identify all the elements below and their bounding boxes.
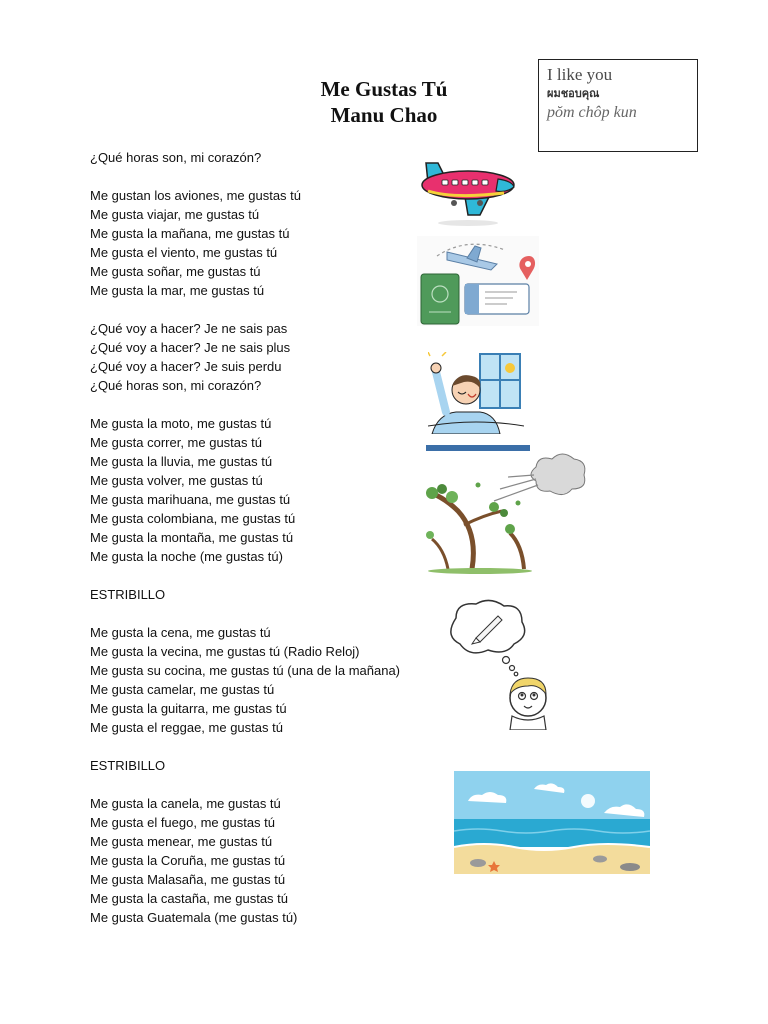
- lyric-line: Me gusta la castaña, me gustas tú: [90, 891, 288, 906]
- note-transliteration: pŏm chôp kun: [547, 104, 637, 121]
- note-english: I like you: [547, 65, 613, 84]
- lyric-line: Me gusta la mar, me gustas tú: [90, 283, 265, 298]
- chorus-marker: ESTRIBILLO: [90, 587, 166, 602]
- lyric-line: Me gusta correr, me gustas tú: [90, 435, 262, 450]
- lyric-line: Me gusta la lluvia, me gustas tú: [90, 454, 273, 469]
- lyric-line: Me gusta la canela, me gustas tú: [90, 796, 281, 811]
- lyric-line: Me gusta soñar, me gustas tú: [90, 264, 261, 279]
- lyrics-body: [90, 148, 430, 927]
- beach-icon: [454, 771, 650, 874]
- lyric-line: Me gusta la guitarra, me gustas tú: [90, 701, 287, 716]
- lyric-line: Me gusta Malasaña, me gustas tú: [90, 872, 286, 887]
- lyric-line: Me gusta la cena, me gustas tú: [90, 625, 271, 640]
- lyric-line: Me gustan los aviones, me gustas tú: [90, 188, 302, 203]
- song-title: Me Gustas Tú: [320, 77, 448, 101]
- lyric-line: Me gusta viajar, me gustas tú: [90, 207, 260, 222]
- chorus-marker: ESTRIBILLO: [90, 758, 166, 773]
- lyric-line: ¿Qué voy a hacer? Je ne sais pas: [90, 321, 288, 336]
- lyric-line: Me gusta la vecina, me gustas tú (Radio Reloj): [90, 644, 360, 659]
- lyric-line: Me gusta la montaña, me gustas tú: [90, 530, 294, 545]
- lyric-line: Me gusta la Coruña, me gustas tú: [90, 853, 286, 868]
- lyric-line: ¿Qué horas son, mi corazón?: [90, 378, 262, 393]
- lyric-line: ¿Qué horas son, mi corazón?: [90, 150, 262, 165]
- dreaming-person-icon: [442, 598, 554, 730]
- lyric-line: ¿Qué voy a hacer? Je ne sais plus: [90, 340, 291, 355]
- lyric-line: Me gusta el fuego, me gustas tú: [90, 815, 275, 830]
- morning-window-icon: [428, 352, 524, 434]
- lyric-line: Me gusta Guatemala (me gustas tú): [90, 910, 298, 925]
- lyric-line: Me gusta el reggae, me gustas tú: [90, 720, 283, 735]
- travel-icon: [417, 236, 539, 326]
- note-thai: ผมชอบคุณ: [547, 88, 600, 100]
- lyric-line: Me gusta la moto, me gustas tú: [90, 416, 272, 431]
- lyric-line: Me gusta su cocina, me gustas tú (una de la mañana): [90, 663, 401, 678]
- lyric-line: Me gusta camelar, me gustas tú: [90, 682, 275, 697]
- wind-tree-icon: [418, 445, 588, 575]
- airplane-icon: [414, 143, 520, 227]
- lyric-line: Me gusta colombiana, me gustas tú: [90, 511, 296, 526]
- lyric-line: Me gusta la mañana, me gustas tú: [90, 226, 290, 241]
- lyric-line: Me gusta marihuana, me gustas tú: [90, 492, 291, 507]
- song-artist: Manu Chao: [330, 103, 438, 127]
- lyric-line: ¿Qué voy a hacer? Je suis perdu: [90, 359, 282, 374]
- translation-note: [538, 59, 698, 152]
- lyric-line: Me gusta el viento, me gustas tú: [90, 245, 278, 260]
- lyric-line: Me gusta menear, me gustas tú: [90, 834, 273, 849]
- lyric-line: Me gusta la noche (me gustas tú): [90, 549, 283, 564]
- lyric-line: Me gusta volver, me gustas tú: [90, 473, 263, 488]
